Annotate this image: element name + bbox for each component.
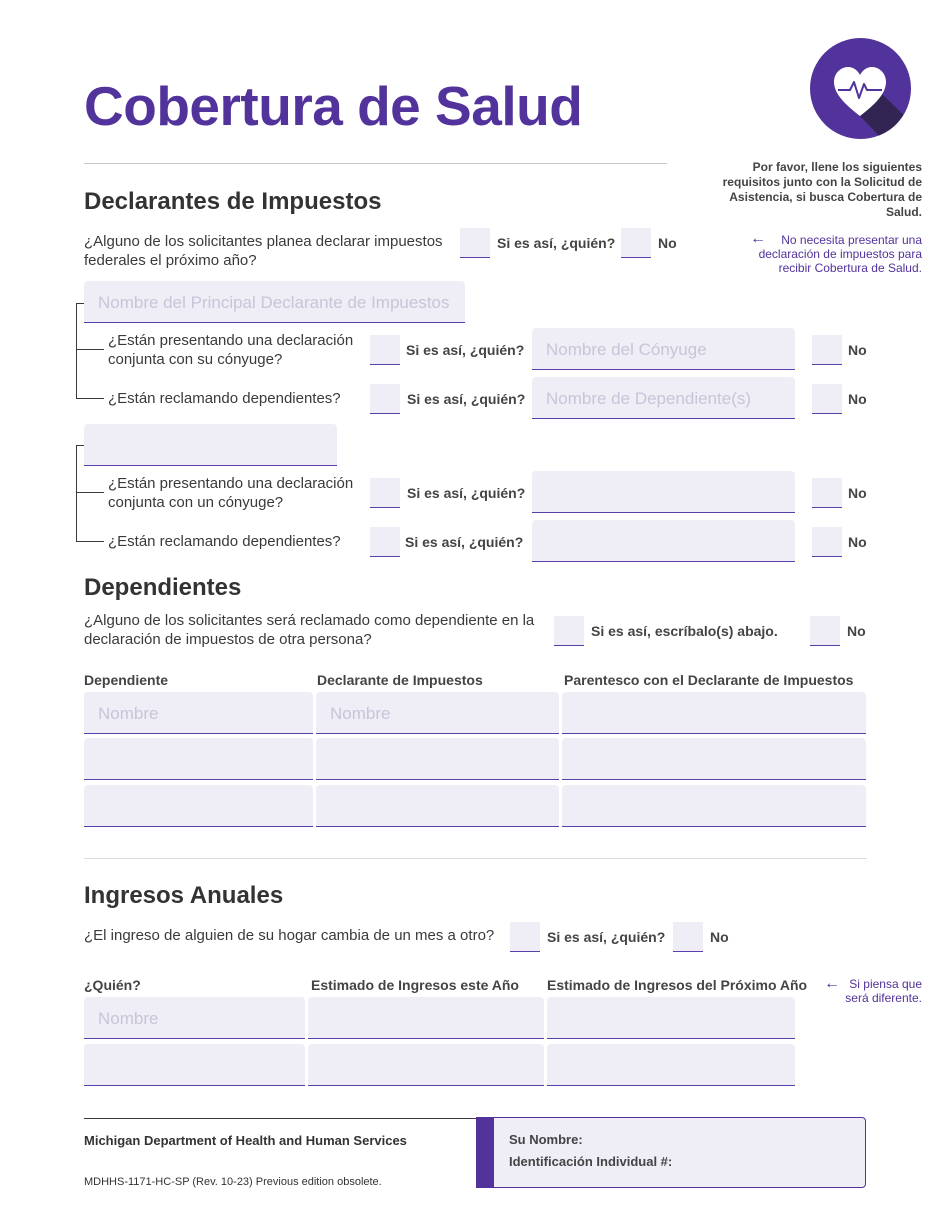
filer1-joint-question: ¿Están presentando una declaración conjunta con su cónyuge? xyxy=(108,332,354,368)
tax-filers-no-label: No xyxy=(658,235,677,251)
filer1-bracket-tick2 xyxy=(76,398,104,399)
income-side-note: Si piensa que será diferente. xyxy=(845,977,922,1005)
filer1-dependents-question: ¿Están reclamando dependientes? xyxy=(108,390,341,407)
dependent-name-cell[interactable] xyxy=(84,785,313,827)
income-no-label: No xyxy=(710,929,729,945)
income-heading: Ingresos Anuales xyxy=(84,882,284,909)
instructions-note: Por favor, llene los siguientes requisitos junto con la Solicitud de Asistencia, si busca Cobertura de Salud. xyxy=(722,160,922,219)
filer2-dependents-field[interactable] xyxy=(532,520,795,562)
relationship-cell[interactable] xyxy=(562,785,866,827)
tax-filers-no-checkbox[interactable] xyxy=(621,228,651,258)
income-this-year-cell[interactable] xyxy=(308,997,544,1039)
filer1-dependents-no-label: No xyxy=(848,391,867,407)
filer2-dependents-no-checkbox[interactable] xyxy=(812,527,842,557)
income-who-cell[interactable] xyxy=(84,1044,305,1086)
filer2-dependents-question: ¿Están reclamando dependientes? xyxy=(108,533,341,550)
dependents-heading: Dependientes xyxy=(84,574,242,601)
income-col-this-year: Estimado de Ingresos este Año xyxy=(311,977,519,993)
dependents-no-checkbox[interactable] xyxy=(810,616,840,646)
filer2-joint-question: ¿Están presentando una declaración conjunta con un cónyuge? xyxy=(108,475,354,511)
department-name: Michigan Department of Health and Human Services xyxy=(84,1133,407,1148)
income-question: ¿El ingreso de alguien de su hogar cambia de un mes a otro? xyxy=(84,927,495,944)
filer2-dependents-yes-label: Si es así, ¿quién? xyxy=(405,534,524,550)
filer1-dependents-yes-label: Si es así, ¿quién? xyxy=(407,391,526,407)
income-who-cell[interactable]: Nombre xyxy=(84,997,305,1039)
dependents-col-dependent: Dependiente xyxy=(84,672,169,688)
relationship-cell[interactable] xyxy=(562,692,866,734)
dependents-no-label: No xyxy=(847,623,866,639)
dependents-col-filer: Declarante de Impuestos xyxy=(317,672,483,688)
filer1-joint-yes-checkbox[interactable] xyxy=(370,335,400,365)
filer2-dependents-no-label: No xyxy=(848,534,867,550)
income-yes-checkbox[interactable] xyxy=(510,922,540,952)
filer2-joint-yes-checkbox[interactable] xyxy=(370,478,400,508)
filer2-joint-no-checkbox[interactable] xyxy=(812,478,842,508)
dependent-name-cell[interactable]: Nombre xyxy=(84,692,313,734)
filer1-bracket xyxy=(76,303,84,398)
filer2-dependents-yes-checkbox[interactable] xyxy=(370,527,400,557)
filer1-joint-yes-label: Si es así, ¿quién? xyxy=(406,342,525,358)
filer1-dependents-yes-checkbox[interactable] xyxy=(370,384,400,414)
filer1-joint-no-label: No xyxy=(848,342,867,358)
form-id: MDHHS-1171-HC-SP (Rev. 10-23) Previous edition obsolete. xyxy=(84,1176,382,1188)
filer-name-cell[interactable] xyxy=(316,785,559,827)
tax-filers-heading: Declarantes de Impuestos xyxy=(84,188,382,215)
left-arrow-icon: ← xyxy=(824,975,840,992)
tax-filers-yes-label: Si es así, ¿quién? xyxy=(497,235,616,251)
filer2-joint-no-label: No xyxy=(848,485,867,501)
filer2-bracket-tick1 xyxy=(76,492,104,493)
footer-rule xyxy=(84,1118,476,1119)
filer-name-cell[interactable] xyxy=(316,738,559,780)
income-no-checkbox[interactable] xyxy=(673,922,703,952)
dependents-yes-label: Si es así, escríbalo(s) abajo. xyxy=(591,623,778,639)
dependents-question: ¿Alguno de los solicitantes será reclamado como dependiente en la declaración de impuestos de otra persona? xyxy=(84,612,535,648)
page-title: Cobertura de Salud xyxy=(84,75,583,137)
tax-filers-side-note: No necesita presentar una declaración de impuestos para recibir Cobertura de Salud. xyxy=(758,233,922,275)
spouse-name-field[interactable]: Nombre del Cónyuge xyxy=(532,328,795,370)
second-filer-name-field[interactable] xyxy=(84,424,337,466)
dependents-col-relationship: Parentesco con el Declarante de Impuestos xyxy=(564,672,854,688)
income-yes-label: Si es así, ¿quién? xyxy=(547,929,666,945)
relationship-cell[interactable] xyxy=(562,738,866,780)
dependents-yes-checkbox[interactable] xyxy=(554,616,584,646)
income-col-next-year: Estimado de Ingresos del Próximo Año xyxy=(547,977,808,993)
filer2-bracket xyxy=(76,445,84,541)
filer2-bracket-tick2 xyxy=(76,541,104,542)
dependents-name-field[interactable]: Nombre de Dependiente(s) xyxy=(532,377,795,419)
filer1-joint-no-checkbox[interactable] xyxy=(812,335,842,365)
individual-id-label: Identificación Individual #: xyxy=(509,1154,673,1169)
filer1-bracket-tick1 xyxy=(76,349,104,350)
filer-name-cell[interactable]: Nombre xyxy=(316,692,559,734)
tax-filers-question: ¿Alguno de los solicitantes planea declarar impuestos federales el próximo año? xyxy=(84,233,443,269)
title-divider xyxy=(84,163,667,164)
filer1-dependents-no-checkbox[interactable] xyxy=(812,384,842,414)
income-next-year-cell[interactable] xyxy=(547,997,795,1039)
income-col-who: ¿Quién? xyxy=(84,977,141,993)
income-next-year-cell[interactable] xyxy=(547,1044,795,1086)
filer2-spouse-field[interactable] xyxy=(532,471,795,513)
heart-pulse-icon xyxy=(810,38,911,139)
applicant-id-box xyxy=(476,1117,866,1188)
primary-filer-name-field[interactable]: Nombre del Principal Declarante de Impuestos xyxy=(84,281,465,323)
dependent-name-cell[interactable] xyxy=(84,738,313,780)
income-this-year-cell[interactable] xyxy=(308,1044,544,1086)
section-divider xyxy=(84,858,867,859)
filer2-joint-yes-label: Si es así, ¿quién? xyxy=(407,485,526,501)
tax-filers-yes-checkbox[interactable] xyxy=(460,228,490,258)
left-arrow-icon: ← xyxy=(750,230,766,247)
your-name-label: Su Nombre: xyxy=(509,1132,583,1147)
